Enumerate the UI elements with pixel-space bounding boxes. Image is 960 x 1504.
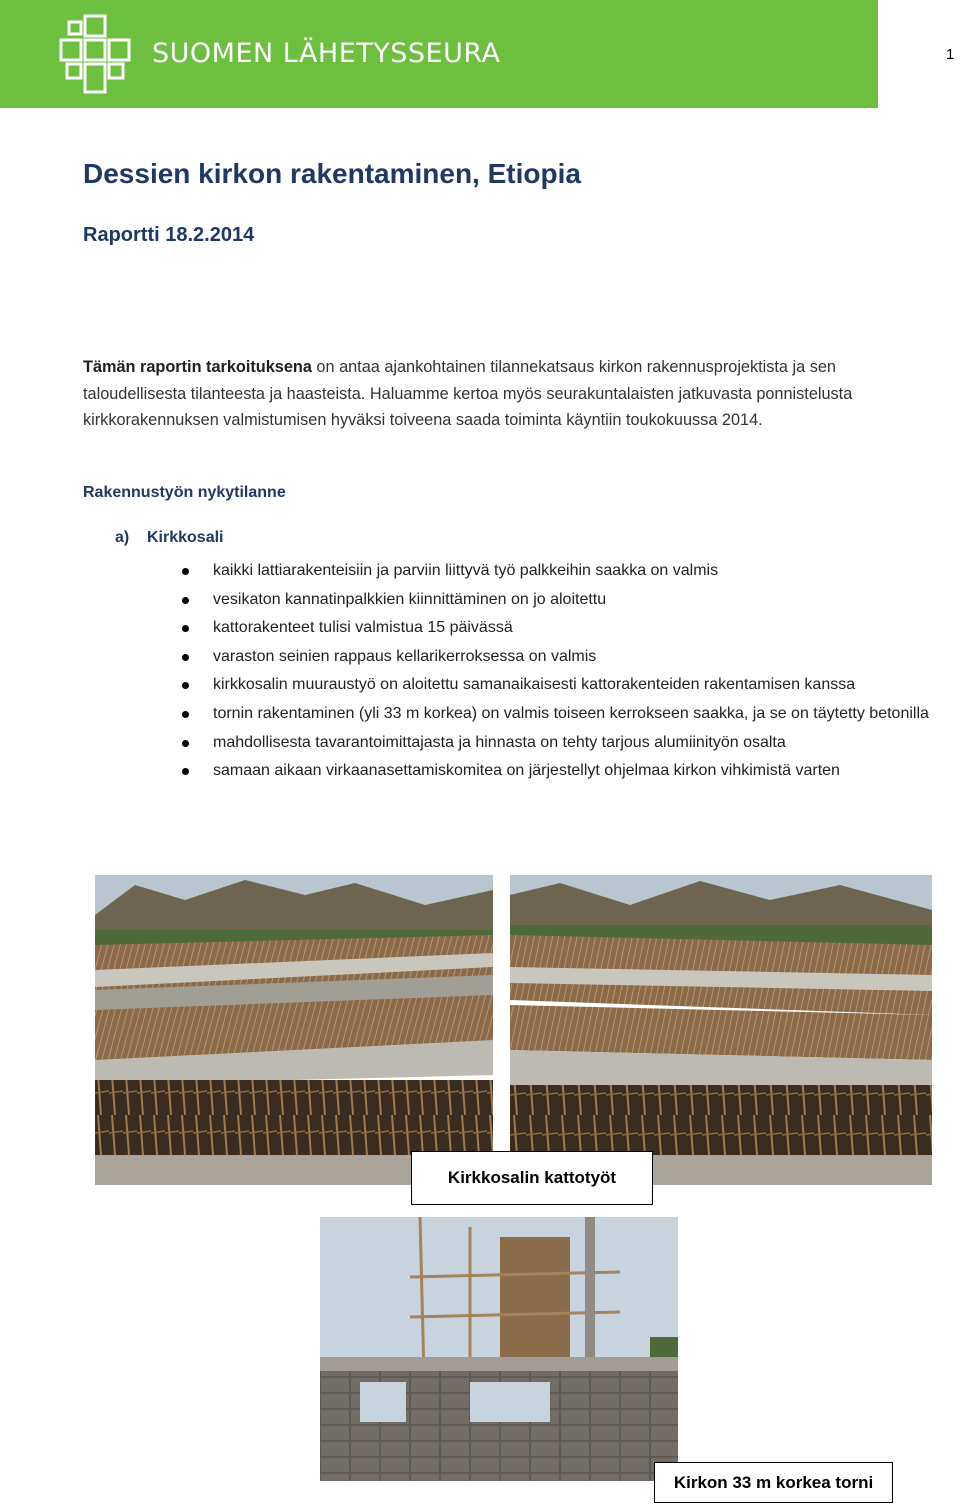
- section-heading: Rakennustyön nykytilanne: [83, 484, 286, 501]
- report-date: Raportti 18.2.2014: [83, 224, 255, 246]
- sub-heading-label: Kirkkosali: [147, 529, 224, 546]
- tower-photo: [320, 1217, 678, 1481]
- progress-list: [213, 557, 948, 786]
- sub-heading-letter: a): [115, 529, 130, 546]
- list-item: varaston seinien rappaus kellarikerroksessa on valmis: [213, 643, 948, 672]
- page-number: 1: [946, 46, 955, 63]
- intro-text: on antaa ajankohtainen tilannekatsaus kirkon rakennusprojektista ja sen taloudellisesta tilanteesta ja haasteista. Haluamme kertoa myös seurakuntalaisten jatkuvasta ponnistelusta kirkkorakennuksen valmistumisen hyväksi toiveena saada toiminta käyntiin toukokuussa 2014.: [83, 358, 853, 429]
- roof-photo-left: [95, 875, 493, 1185]
- sub-heading: [115, 529, 223, 547]
- list-item: kaikki lattiarakenteisiin ja parviin liittyvä työ palkkeihin saakka on valmis: [213, 557, 948, 586]
- cross-logo-icon: [55, 14, 135, 94]
- list-item: vesikaton kannatinpalkkien kiinnittäminen on jo aloitettu: [213, 586, 948, 615]
- intro-bold: Tämän raportin tarkoituksena: [83, 358, 312, 376]
- document-title: Dessien kirkon rakentaminen, Etiopia: [83, 158, 581, 189]
- list-item: samaan aikaan virkaanasettamiskomitea on järjestellyt ohjelmaa kirkon vihkimistä varten: [213, 757, 948, 786]
- list-item: tornin rakentaminen (yli 33 m korkea) on valmis toiseen kerrokseen saakka, ja se on täytetty betonilla: [213, 700, 948, 729]
- roof-photo-right: [510, 875, 932, 1185]
- list-item: kattorakenteet tulisi valmistua 15 päivässä: [213, 614, 948, 643]
- tower-photo-caption: Kirkon 33 m korkea torni: [654, 1462, 893, 1503]
- header-banner: [0, 0, 878, 108]
- roof-photo-caption: Kirkkosalin kattotyöt: [411, 1151, 653, 1205]
- list-item: mahdollisesta tavarantoimittajasta ja hinnasta on tehty tarjous alumiinityön osalta: [213, 729, 948, 758]
- org-name: SUOMEN LÄHETYSSEURA: [152, 38, 501, 69]
- intro-paragraph: [83, 354, 933, 434]
- list-item: kirkkosalin muuraustyö on aloitettu samanaikaisesti kattorakenteiden rakentamisen kanssa: [213, 671, 948, 700]
